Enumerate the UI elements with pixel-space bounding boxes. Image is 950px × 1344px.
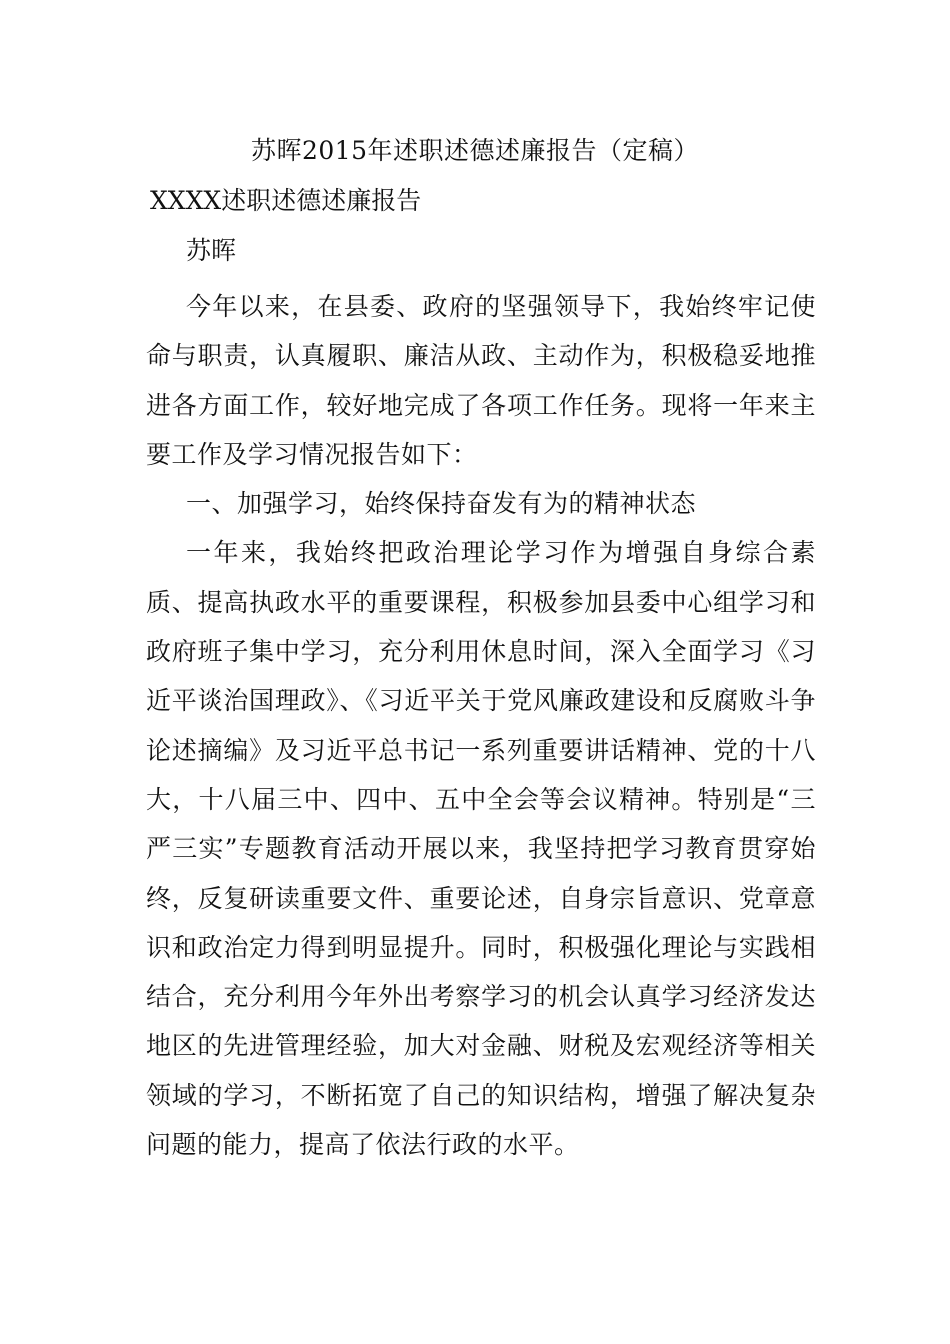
- document-subtitle: XXXX述职述德述廉报告: [150, 186, 422, 215]
- paragraph-intro: 今年以来，在县委、政府的坚强领导下，我始终牢记使命与职责，认真履职、廉洁从政、主动作为，积极稳妥地推进各方面工作，较好地完成了各项工作任务。现将一年来主要工作及学习情况报告如下：: [146, 292, 816, 469]
- document-title: 苏晖2015年述职述德述廉报告（定稿）: [250, 136, 700, 165]
- document-body: [146, 282, 816, 1169]
- section-heading: 一、加强学习，始终保持奋发有为的精神状态: [186, 489, 697, 519]
- document-author: 苏晖: [186, 236, 237, 265]
- paragraph-study: 一年来，我始终把政治理论学习作为增强自身综合素质、提高执政水平的重要课程，积极参加县委中心组学习和政府班子集中学习，充分利用休息时间，深入全面学习《习近平谈治国理政》、《习近平关于党风廉政建设和反腐败斗争论述摘编》及习近平总书记一系列重要讲话精神、党的十八大，十八届三中、四中、五中全会等会议精神。特别是“三严三实”专题教育活动开展以来，我坚持把学习教育贯穿始终，反复研读重要文件、重要论述，自身宗旨意识、党章意识和政治定力得到明显提升。同时，积极强化理论与实践相结合，充分利用今年外出考察学习的机会认真学习经济发达地区的先进管理经验，加大对金融、财税及宏观经济等相关领域的学习，不断拓宽了自己的知识结构，增强了解决复杂问题的能力，提高了依法行政的水平。: [146, 538, 816, 1160]
